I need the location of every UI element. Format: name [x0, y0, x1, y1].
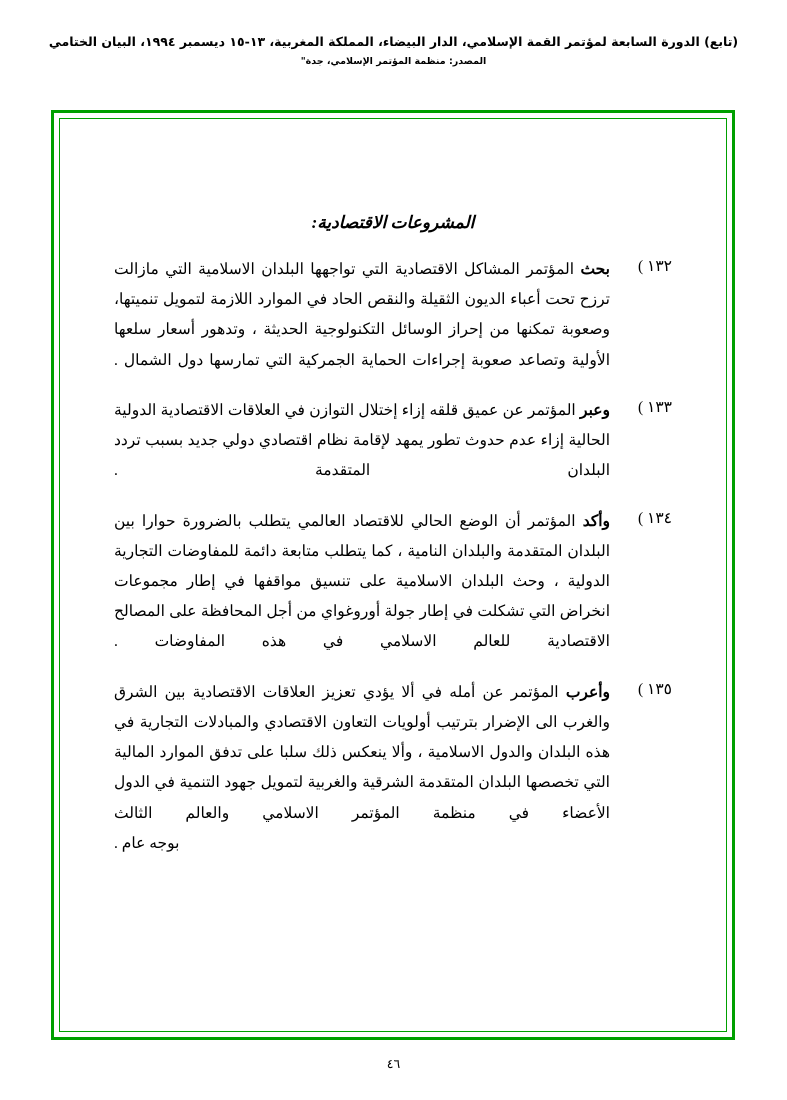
paragraph-number: ١٣٢ ) [637, 258, 672, 275]
paragraph-lead-word: وأعرب [565, 683, 610, 701]
paragraph-tail-text: بوجه عام . [114, 834, 180, 852]
paragraph-body-text: المؤتمر أن الوضع الحالي للاقتصاد العالمي يتطلب بالضرورة حوارا بين البلدان المتقدمة والبلدان النامية ، كما يتطلب متابعة دائمة للمفاوضات التجارية الدولية ، وحث البلدان الاسلامية على تنسيق مواقفها في إطار مجموعات انخراض التي تشكلت في إطار جولة أوروغواي من أجل المحافظة على المصالح الاقتصادية للعالم الاسلامي في هذه المفاوضات . [114, 512, 610, 651]
paragraph-lead-word: وعبر [580, 401, 610, 419]
paragraph-body-text: المؤتمر عن عميق قلقه إزاء إختلال التوازن في العلاقات الاقتصادية الدولية الحالية إزاء عدم حدوث تطور يمهد لإقامة نظام اقتصادي دولي جديد بسبب تردد البلدان المتقدمة . [114, 401, 610, 480]
paragraph-lead-word: بحث [580, 261, 610, 278]
paragraph-lead-word: وأكد [582, 512, 611, 530]
paragraph-number: ١٣٥ ) [637, 680, 672, 698]
paragraph-text [114, 396, 610, 487]
header-title-line: (تابع) الدورة السابعة لمؤتمر القمة الإسلامي، الدار البيضاء، المملكة المغربية، ١٣-١٥ ديسمبر ١٩٩٤، البيان الختامي [48, 34, 739, 49]
paragraph-block [114, 396, 672, 487]
paragraph-number: ١٣٣ ) [637, 398, 672, 416]
page-number: ٤٦ [386, 1057, 401, 1071]
paragraph-block [114, 678, 672, 859]
document-frame [51, 110, 735, 1040]
document-content [114, 213, 672, 879]
paragraph-body-text: المؤتمر المشاكل الاقتصادية التي تواجهها البلدان الاسلامية التي مازالت ترزح تحت أعباء الديون الثقيلة والنقص الحاد في الموارد اللازمة لتمويل تنميتها، وصعوبة تمكنها من إحراز الوسائل التكنولوجية الحديثة ، وتدهور أسعار سلعها الأولية وتصاعد صعوبة إجراءات الحماية الجمركية التي تمارسها دول الشمال . [114, 261, 610, 369]
paragraph-text [114, 678, 610, 859]
paragraph-text [114, 507, 610, 658]
paragraph-block [114, 255, 672, 376]
section-heading: المشروعات الاقتصادية: [311, 213, 475, 232]
paragraph-text [114, 255, 610, 376]
paragraph-number: ١٣٤ ) [637, 509, 672, 527]
paragraph-body-text: المؤتمر عن أمله في ألا يؤدي تعزيز العلاقات الاقتصادية بين الشرق والغرب الى الإضرار بترتيب أولويات التعاون الاقتصادي والمبادلات التجارية في هذه البلدان والدول الاسلامية ، وألا ينعكس ذلك سلبا على تدفق الموارد المالية التي تخصصها البلدان المتقدمة الشرقية والغربية لتمويل جهود التنمية في الدول الأعضاء في منظمة المؤتمر الاسلامي والعالم الثالث [114, 683, 610, 822]
page-footer [0, 1056, 787, 1072]
paragraph-block [114, 507, 672, 658]
header-source-line: المصدر: منظمة المؤتمر الإسلامي، جدة" [300, 56, 487, 67]
page-header [0, 34, 787, 67]
